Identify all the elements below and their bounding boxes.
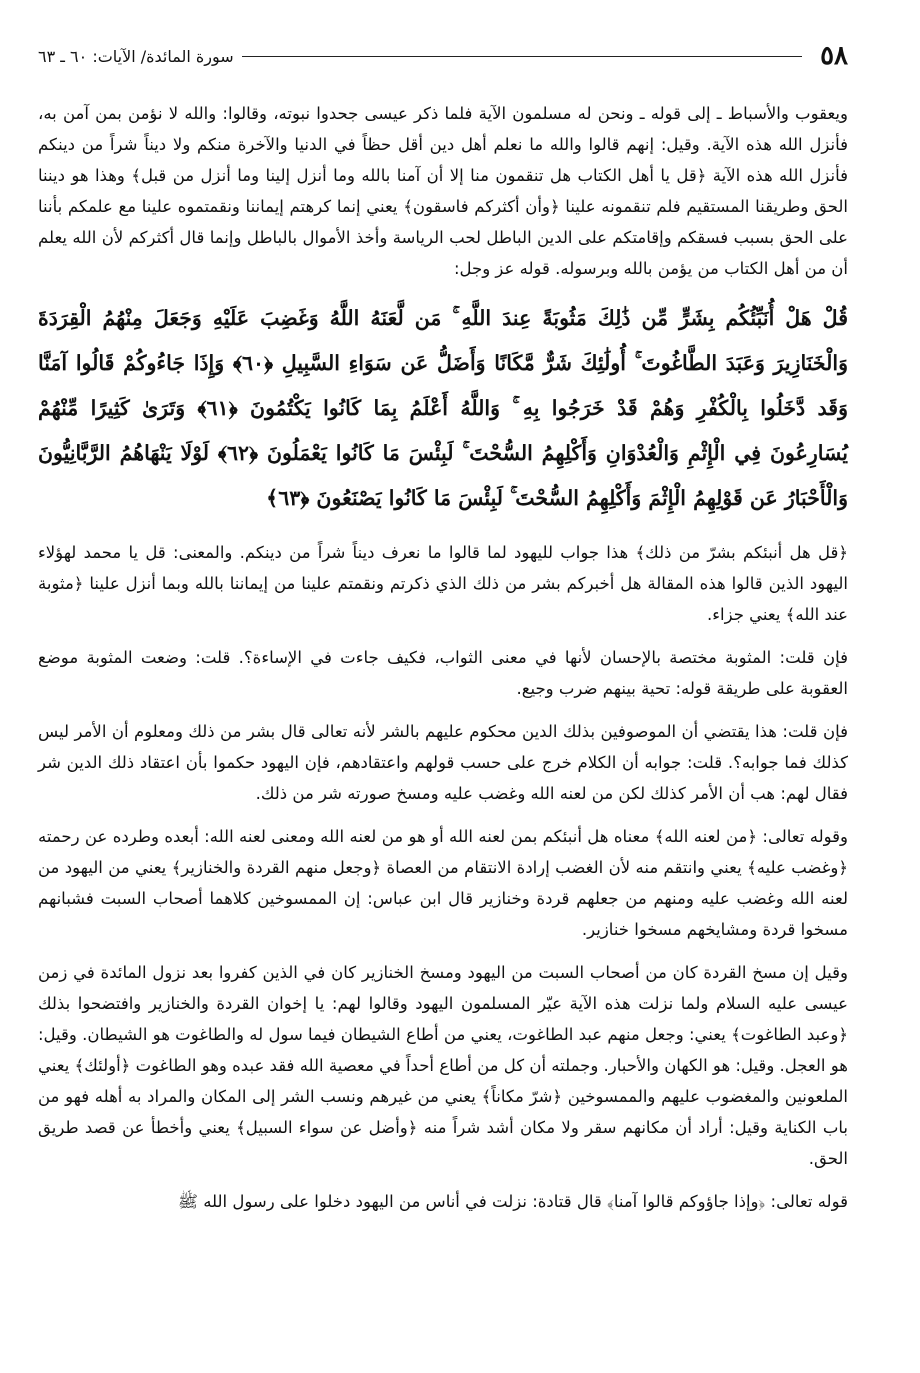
paragraph-4: فإن قلت: هذا يقتضي أن الموصوفين بذلك الدين محكوم عليهم بالشر لأنه تعالى قال بشر من ذلك ومعلوم أن الأمر ليس كذلك فما جوابه؟. قلت: جوابه أن الكلام خرج على حسب قولهم واعتقادهم، فإن اليهود حكموا بأن اعتقاد ذلك الدين شر فقال لهم: هب أن الأمر كذلك لكن من لعنه الله وغضب عليه ومسخ صورته شر من ذلك. (38, 722, 848, 803)
book-page (38, 36, 848, 1229)
paragraph-1: ويعقوب والأسباط ـ إلى قوله ـ ونحن له مسلمون الآية فلما ذكر عيسى جحدوا نبوته، وقالوا: والله لا نؤمن بمن آمن به، فأنزل الله هذه الآية. وقيل: إنهم قالوا والله ما نعلم أهل دين أقل حظاً في الدنيا والآخرة منكم ولا ديناً شراً من دينكم فأنزل الله هذه الآية ﴿قل يا أهل الكتاب هل تنقمون منا إلا أن آمنا بالله وما أنزل إلينا وما أنزل من قبل﴾ وهذا هو ديننا الحق وطريقنا المستقيم فلم تنقمونه علينا ﴿وأن أكثركم فاسقون﴾ يعني إنما كرهتم إيماننا ونقمتموه علينا مع علمكم بأننا على الحق بسبب فسقكم وإقامتكم على الدين الباطل لحب الرياسة وأخذ الأموال بالباطل وإنما قال أكثركم لأن الله يعلم أن من أهل الكتاب من يؤمن بالله وبرسوله. قوله عز وجل: (38, 104, 848, 278)
paragraph-2: ﴿قل هل أنبئكم بشرّ من ذلك﴾ هذا جواب لليهود لما قالوا ما نعرف ديناً شراً من دينكم. والمعنى: قل يا محمد لهؤلاء اليهود الذين قالوا هذه المقالة هل أخبركم بشر من ذلك الذي ذكرتم ونقمتم علينا من إيماننا بالله وبما أنزل علينا ﴿مثوبة عند الله﴾ يعني جزاء. (38, 543, 848, 624)
running-head: سورة المائدة/ الآيات: ٦٠ ـ ٦٣ (38, 46, 234, 66)
header-rule (242, 56, 802, 57)
page-header (38, 36, 848, 76)
paragraph-7: قوله تعالى: ﴿وإذا جاؤوكم قالوا آمنا﴾ قال قتادة: نزلت في أناس من اليهود دخلوا على رسول الله ﷺ (178, 1192, 848, 1211)
paragraph-3: فإن قلت: المثوبة مختصة بالإحسان لأنها في معنى الثواب، فكيف جاءت في الإساءة؟. قلت: وضعت المثوبة موضع العقوبة على طريقة قوله: تحية بينهم ضرب وجيع. (38, 648, 848, 698)
paragraph-6: وقيل إن مسخ القردة كان من أصحاب السبت من اليهود ومسخ الخنازير كان في الذين كفروا بعد نزول المائدة في زمن عيسى عليه السلام ولما نزلت هذه الآية عيّر المسلمون اليهود وقالوا لهم: يا إخوان القردة والخنازير وافتضحوا بذلك ﴿وعبد الطاغوت﴾ يعني: وجعل منهم عبد الطاغوت، يعني من أطاع الشيطان فيما سول له والطاغوت هو الشيطان. وقيل: هو العجل. وقيل: هو الكهان والأحبار. وجملته أن كل من أطاع أحداً في معصية الله فقد عبده وهو الطاغوت ﴿أولئك﴾ يعني الملعونين والمغضوب عليهم والممسوخين ﴿شرّ مكاناً﴾ يعني من غيرهم ونسب الشر إلى المكان والمراد به أهله فهو من باب الكناية وقيل: أراد أن مكانهم سقر ولا مكان أشد شراً منه ﴿وأضل عن سواء السبيل﴾ يعني وأخطأ عن قصد طريق الحق. (38, 963, 848, 1168)
paragraph-5: وقوله تعالى: ﴿من لعنه الله﴾ معناه هل أنبئكم بمن لعنه الله أو هو من لعنه الله ومعنى لعنه الله: أبعده وطرده عن رحمته ﴿وغضب عليه﴾ يعني وانتقم منه لأن الغضب إرادة الانتقام من العصاة ﴿وجعل منهم القردة والخنازير﴾ يعني من اليهود من لعنه الله وغضب عليه ومنهم من جعلهم قردة وخنازير قال ابن عباس: إن الممسوخين كلاهما أصحاب السبت فشبانهم مسخوا قردة ومشايخهم مسخوا خنازير. (38, 827, 848, 939)
quran-verses: قُلْ هَلْ أُنَبِّئُكُم بِشَرٍّ مِّن ذَٰلِكَ مَثُوبَةً عِندَ اللَّهِ ۚ مَن لَّعَنَهُ اللَّهُ وَغَضِبَ عَلَيْهِ وَجَعَلَ مِنْهُمُ الْقِرَدَةَ وَالْخَنَازِيرَ وَعَبَدَ الطَّاغُوتَ ۚ أُولَٰئِكَ شَرٌّ مَّكَانًا وَأَضَلُّ عَن سَوَاءِ السَّبِيلِ ﴿٦٠﴾ وَإِذَا جَاءُوكُمْ قَالُوا آمَنَّا وَقَد دَّخَلُوا بِالْكُفْرِ وَهُمْ قَدْ خَرَجُوا بِهِ ۚ وَاللَّهُ أَعْلَمُ بِمَا كَانُوا يَكْتُمُونَ ﴿٦١﴾ وَتَرَىٰ كَثِيرًا مِّنْهُمْ يُسَارِعُونَ فِي الْإِثْمِ وَالْعُدْوَانِ وَأَكْلِهِمُ السُّحْتَ ۚ لَبِئْسَ مَا كَانُوا يَعْمَلُونَ ﴿٦٢﴾ لَوْلَا يَنْهَاهُمُ الرَّبَّانِيُّونَ وَالْأَحْبَارُ عَن قَوْلِهِمُ الْإِثْمَ وَأَكْلِهِمُ السُّحْتَ ۚ لَبِئْسَ مَا كَانُوا يَصْنَعُونَ ﴿٦٣﴾ (38, 306, 848, 510)
page-number: ٥٨ (820, 41, 848, 71)
